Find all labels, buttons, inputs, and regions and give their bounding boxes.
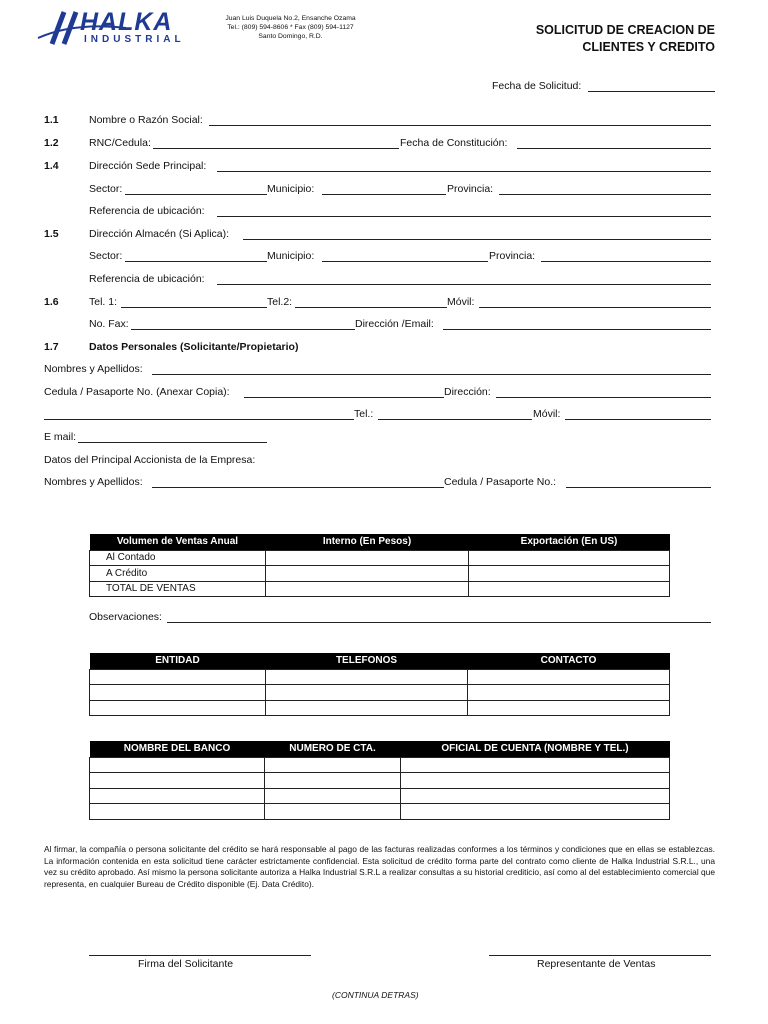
observaciones-row [89, 611, 711, 625]
signature-label-left: Firma del Solicitante [138, 958, 234, 970]
fecha-solicitud-label: Fecha de Solicitud: [492, 80, 582, 92]
sales-header-interno: Interno (En Pesos) [266, 534, 469, 550]
nombre-razon-row [89, 114, 711, 128]
signature-label-right: Representante de Ventas [537, 958, 656, 970]
table-row [90, 804, 670, 820]
section-number: 1.2 [44, 137, 59, 149]
table-row [90, 757, 670, 773]
sales-cell[interactable] [266, 581, 469, 597]
disclaimer-text: Al firmar, la compañía o persona solicitante del crédito se hará responsable al pago de las facturas realizadas conformes a los términos y condiciones que en ellas se establezcas. La información contenida en esta solicitud tiene carácter estrictamente confidencial. Esta solicitud de crédito forma parte del contrato como cliente de Halka Industrial S.R.L., una vez su crédito aprobado. Así mismo la persona solicitante autoriza a Halka Industrial S.R.L a realizar consultas a su historial crediticio, así como al del establecimiento comercial que representa, en cualquier Bureau de Crédito disponible (Ej. Data Crédito). [44, 844, 715, 889]
page-title: SOLICITUD DE CREACION DE CLIENTES Y CREDITO [535, 23, 715, 54]
signature-line-left[interactable] [89, 955, 311, 956]
direccion-label: Dirección: [444, 386, 491, 398]
refs-cell[interactable] [266, 700, 468, 716]
refs-cell[interactable] [468, 700, 670, 716]
fecha-solicitud-field[interactable] [588, 80, 715, 92]
table-row [90, 685, 670, 701]
section-number: 1.1 [44, 114, 59, 126]
table-row [90, 550, 670, 566]
bank-cell[interactable] [265, 773, 401, 789]
sales-row-label: TOTAL DE VENTAS [90, 581, 266, 597]
sector-row-1 [89, 183, 711, 197]
sector-field[interactable] [125, 183, 267, 195]
table-row [90, 581, 670, 597]
direccion-email-label: Dirección /Email: [355, 318, 434, 330]
sales-cell[interactable] [469, 566, 670, 582]
movil-field[interactable] [565, 408, 711, 420]
rnc-row [89, 137, 711, 151]
telefonos-row [89, 296, 711, 310]
fax-label: No. Fax: [89, 318, 129, 330]
refs-cell[interactable] [90, 700, 266, 716]
movil-label: Móvil: [447, 296, 475, 308]
section-number: 1.6 [44, 296, 59, 308]
nombres-apellidos-label: Nombres y Apellidos: [44, 476, 143, 488]
rnc-field[interactable] [153, 137, 399, 149]
referencia-label: Referencia de ubicación: [89, 273, 205, 285]
nombre-razon-field[interactable] [209, 114, 711, 126]
references-table [89, 653, 670, 716]
bank-cell[interactable] [401, 804, 670, 820]
cedula-pasaporte-field[interactable] [566, 476, 711, 488]
bank-cell[interactable] [265, 788, 401, 804]
tel-field[interactable] [378, 408, 532, 420]
logo-text-bottom: INDUSTRIAL [84, 34, 185, 45]
bank-cell[interactable] [90, 757, 265, 773]
rnc-label: RNC/Cedula: [89, 137, 151, 149]
referencia-label: Referencia de ubicación: [89, 205, 205, 217]
referencia-row-1 [89, 205, 711, 219]
bank-cell[interactable] [90, 804, 265, 820]
sales-row-label: Al Contado [90, 550, 266, 566]
bank-cell[interactable] [401, 757, 670, 773]
datos-personales-heading: Datos Personales (Solicitante/Propietario) [89, 341, 299, 353]
sector-field[interactable] [125, 250, 267, 262]
email-field[interactable] [78, 431, 267, 443]
section-number: 1.7 [44, 341, 59, 353]
refs-header-entidad: ENTIDAD [90, 653, 266, 669]
direccion-email-field[interactable] [443, 318, 711, 330]
municipio-field[interactable] [322, 250, 488, 262]
table-row [90, 669, 670, 685]
observaciones-field[interactable] [167, 611, 711, 623]
datos-principal-label: Datos del Principal Accionista de la Empresa: [44, 454, 256, 466]
observaciones-label: Observaciones: [89, 611, 162, 623]
refs-cell[interactable] [468, 685, 670, 701]
provincia-field[interactable] [541, 250, 711, 262]
sales-header-exportacion: Exportación (En US) [469, 534, 670, 550]
logo-text-top: HALKA [80, 8, 173, 36]
section-number: 1.4 [44, 160, 59, 172]
fecha-solicitud-row [492, 80, 715, 94]
refs-header-contacto: CONTACTO [468, 653, 670, 669]
cedula-pasaporte-label: Cedula / Pasaporte No.: [444, 476, 557, 488]
direccion-cont-field[interactable] [44, 408, 354, 420]
nombres-apellidos-field[interactable] [152, 363, 711, 375]
sales-cell[interactable] [469, 581, 670, 597]
tel2-field[interactable] [295, 296, 447, 308]
bank-cell[interactable] [401, 773, 670, 789]
nombres-apellidos-row-2 [44, 476, 711, 490]
sales-cell[interactable] [266, 566, 469, 582]
refs-cell[interactable] [266, 669, 468, 685]
refs-cell[interactable] [266, 685, 468, 701]
sector-row-2 [89, 250, 711, 264]
email-row [44, 431, 267, 445]
sales-cell[interactable] [469, 550, 670, 566]
referencia-field[interactable] [217, 205, 711, 217]
company-logo [34, 8, 194, 48]
provincia-field[interactable] [499, 183, 711, 195]
municipio-field[interactable] [322, 183, 446, 195]
referencia-field[interactable] [217, 273, 711, 285]
nombre-razon-label: Nombre o Razón Social: [89, 114, 203, 126]
table-row [90, 700, 670, 716]
section-number: 1.5 [44, 228, 59, 240]
direccion-almacen-row [89, 228, 711, 242]
tel1-label: Tel. 1: [89, 296, 118, 308]
bank-cell[interactable] [265, 757, 401, 773]
table-row [90, 773, 670, 789]
nombres-apellidos-row-1 [44, 363, 711, 377]
tel-row [44, 408, 711, 422]
direccion-almacen-label: Dirección Almacén (Si Aplica): [89, 228, 230, 240]
table-row [90, 566, 670, 582]
tel1-field[interactable] [121, 296, 267, 308]
refs-header-telefonos: TELEFONOS [266, 653, 468, 669]
company-address: Juan Luis Duquela No.2, Ensanche Ozama Tel.: (809) 594-8606 * Fax (809) 594-1127 Santo Domingo, R.D. [225, 15, 356, 40]
bank-cell[interactable] [401, 788, 670, 804]
direccion-sede-row [89, 160, 711, 174]
fecha-constitucion-label: Fecha de Constitución: [400, 137, 508, 149]
bank-cell[interactable] [90, 788, 265, 804]
cedula-anexar-field[interactable] [244, 386, 444, 398]
bank-header-oficial: OFICIAL DE CUENTA (NOMBRE Y TEL.) [401, 741, 670, 757]
provincia-label: Provincia: [489, 250, 536, 262]
footer-note: (CONTINUA DETRAS) [332, 990, 419, 1000]
municipio-label: Municipio: [267, 250, 315, 262]
direccion-almacen-field[interactable] [243, 228, 711, 240]
email-label: E mail: [44, 431, 77, 443]
signature-line-right[interactable] [489, 955, 711, 956]
table-row [90, 788, 670, 804]
tel-label: Tel.: [354, 408, 374, 420]
bank-cell[interactable] [90, 773, 265, 789]
sales-row-label: A Crédito [90, 566, 266, 582]
bank-header-cuenta: NUMERO DE CTA. [265, 741, 401, 757]
tel2-label: Tel.2: [267, 296, 293, 308]
refs-cell[interactable] [468, 669, 670, 685]
direccion-sede-field[interactable] [217, 160, 711, 172]
sector-label: Sector: [89, 183, 123, 195]
provincia-label: Provincia: [447, 183, 494, 195]
municipio-label: Municipio: [267, 183, 315, 195]
movil-label: Móvil: [533, 408, 561, 420]
referencia-row-2 [89, 273, 711, 287]
sector-label: Sector: [89, 250, 123, 262]
refs-cell[interactable] [90, 669, 266, 685]
bank-header-nombre: NOMBRE DEL BANCO [90, 741, 265, 757]
cedula-row-1 [44, 386, 711, 400]
nombres-apellidos-field[interactable] [152, 476, 444, 488]
direccion-sede-label: Dirección Sede Principal: [89, 160, 207, 172]
nombres-apellidos-label: Nombres y Apellidos: [44, 363, 143, 375]
sales-volume-table [89, 534, 670, 597]
fecha-constitucion-field[interactable] [517, 137, 711, 149]
bank-cell[interactable] [265, 804, 401, 820]
bank-table [89, 741, 670, 820]
fax-field[interactable] [131, 318, 355, 330]
movil-field[interactable] [479, 296, 711, 308]
fax-row [89, 318, 711, 332]
refs-cell[interactable] [90, 685, 266, 701]
cedula-anexar-label: Cedula / Pasaporte No. (Anexar Copia): [44, 386, 230, 398]
sales-cell[interactable] [266, 550, 469, 566]
sales-header-volumen: Volumen de Ventas Anual [90, 534, 266, 550]
direccion-field[interactable] [496, 386, 711, 398]
